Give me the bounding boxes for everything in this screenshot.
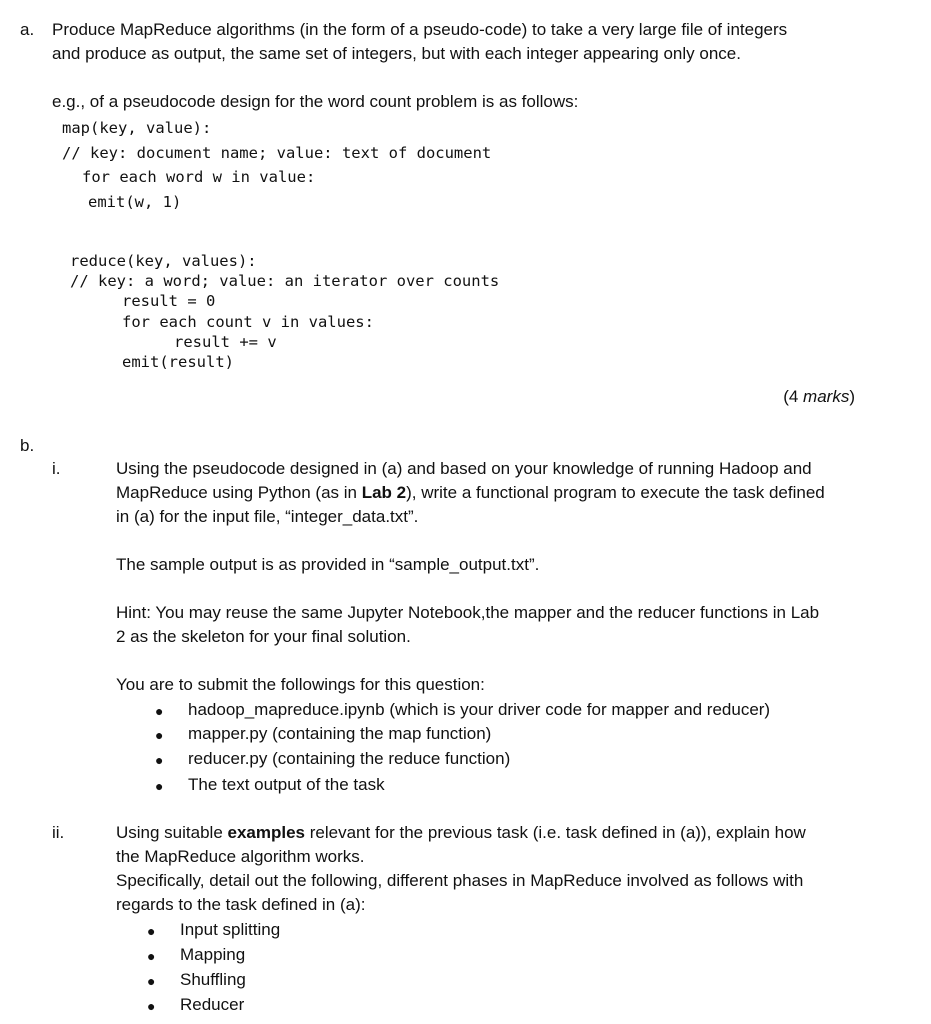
submission-item: hadoop_mapreduce.ipynb (which is your driver code for mapper and reducer) xyxy=(188,700,771,719)
part-b-ii-label: ii. xyxy=(52,823,65,842)
sample-output-note: The sample output is as provided in “sample_output.txt”. xyxy=(116,555,540,574)
part-b-i-line-2: MapReduce using Python (as in Lab 2), write a functional program to execute the task defined xyxy=(116,483,825,502)
part-b-ii-line-3: Specifically, detail out the following, different phases in MapReduce involved as follows with xyxy=(116,871,804,890)
submission-item: The text output of the task xyxy=(188,775,385,794)
phase-item: Mapping xyxy=(180,945,246,964)
part-b-ii-line-1: Using suitable examples relevant for the previous task (i.e. task defined in (a)), explain how xyxy=(116,823,806,842)
bullet-icon: ● xyxy=(155,778,164,794)
phase-item: Shuffling xyxy=(180,970,246,989)
part-a-label: a. xyxy=(20,20,35,39)
submission-item: mapper.py (containing the map function) xyxy=(188,724,492,743)
hint-line-2: 2 as the skeleton for your final solution. xyxy=(116,627,411,646)
map-code-line: // key: document name; value: text of document xyxy=(62,144,492,162)
bullet-icon: ● xyxy=(147,973,156,989)
example-intro: e.g., of a pseudocode design for the word count problem is as follows: xyxy=(52,92,579,111)
reduce-code-line: result = 0 xyxy=(122,292,216,310)
submission-item: reducer.py (containing the reduce function) xyxy=(188,749,511,768)
reduce-code-line: reduce(key, values): xyxy=(70,252,257,270)
bullet-icon: ● xyxy=(147,998,156,1014)
part-b-i-label: i. xyxy=(52,459,61,478)
reduce-code-line: emit(result) xyxy=(122,353,234,371)
phase-item: Reducer xyxy=(180,995,245,1014)
part-b-i-line-3: in (a) for the input file, “integer_data.txt”. xyxy=(116,507,419,526)
hint-line-1: Hint: You may reuse the same Jupyter Notebook,the mapper and the reducer functions in Lab xyxy=(116,603,820,622)
part-b-label: b. xyxy=(20,436,35,455)
reduce-code-line: for each count v in values: xyxy=(122,313,374,331)
bullet-icon: ● xyxy=(147,948,156,964)
part-b-i-line-1: Using the pseudocode designed in (a) and based on your knowledge of running Hadoop and xyxy=(116,459,812,478)
phase-item: Input splitting xyxy=(180,920,281,939)
part-b-ii-line-2: the MapReduce algorithm works. xyxy=(116,847,365,866)
bullet-icon: ● xyxy=(155,703,164,719)
bullet-icon: ● xyxy=(155,752,164,768)
map-code-line: for each word w in value: xyxy=(82,168,316,186)
part-a-question-line-2: and produce as output, the same set of integers, but with each integer appearing only once. xyxy=(52,44,741,63)
map-code-line: map(key, value): xyxy=(62,119,212,137)
submit-intro: You are to submit the followings for this question: xyxy=(116,675,485,694)
map-code-line: emit(w, 1) xyxy=(88,193,182,211)
bullet-icon: ● xyxy=(155,727,164,743)
reduce-code-line: // key: a word; value: an iterator over counts xyxy=(70,272,500,290)
part-a-question-line-1: Produce MapReduce algorithms (in the form of a pseudo-code) to take a very large file of integers xyxy=(52,20,788,39)
part-b-ii-line-4: regards to the task defined in (a): xyxy=(116,895,366,914)
bullet-icon: ● xyxy=(147,923,156,939)
reduce-code-line: result += v xyxy=(174,333,277,351)
marks-label: (4 marks) xyxy=(783,387,855,406)
